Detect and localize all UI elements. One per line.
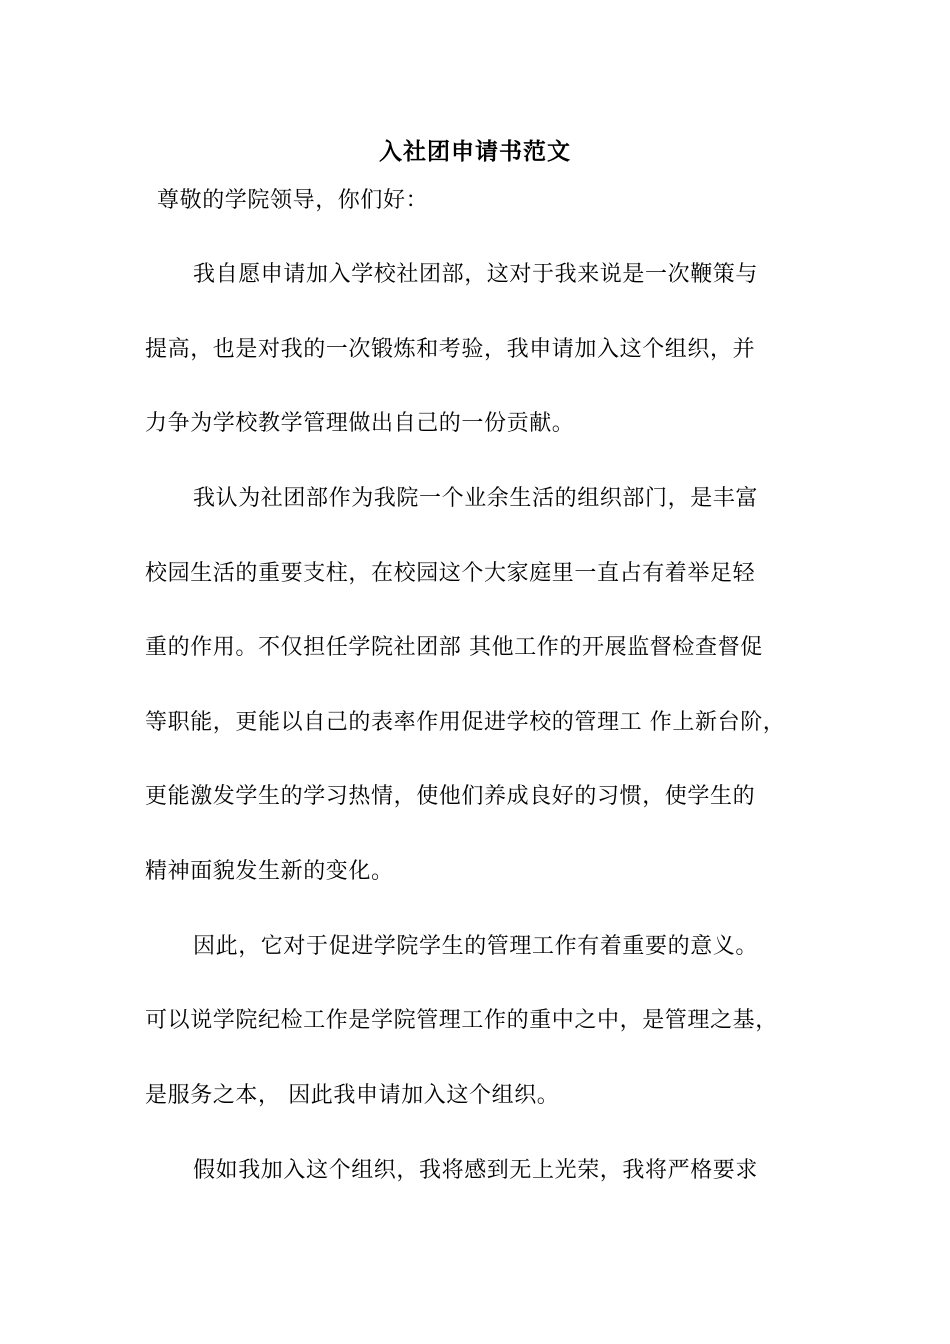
body-line: 精神面貌发生新的变化。 xyxy=(145,859,394,884)
body-line: 我自愿申请加入学校社团部，这对于我来说是一次鞭策与 xyxy=(193,262,759,287)
salutation: 尊敬的学院领导，你们好： xyxy=(157,188,429,213)
body-line: 提高，也是对我的一次锻炼和考验，我申请加入这个组织，并 xyxy=(145,337,756,362)
body-line: 校园生活的重要支柱，在校园这个大家庭里一直占有着举足轻 xyxy=(145,561,756,586)
body-line: 力争为学校教学管理做出自己的一份贡献。 xyxy=(145,411,575,436)
document-title: 入社团申请书范文 xyxy=(379,138,571,165)
body-line: 等职能，更能以自己的表率作用促进学校的管理工 作上新台阶， xyxy=(145,710,786,735)
body-line: 更能激发学生的学习热情，使他们养成良好的习惯，使学生的 xyxy=(145,784,756,809)
body-line: 重的作用。不仅担任学院社团部 其他工作的开展监督检查督促 xyxy=(145,635,763,660)
body-line: 可以说学院纪检工作是学院管理工作的重中之中，是管理之基， xyxy=(145,1008,778,1033)
body-line: 假如我加入这个组织，我将感到无上光荣，我将严格要求 xyxy=(193,1158,759,1183)
body-line: 因此，它对于促进学院学生的管理工作有着重要的意义。 xyxy=(193,934,759,959)
body-line: 是服务之本， 因此我申请加入这个组织。 xyxy=(145,1083,560,1108)
body-line: 我认为社团部作为我院一个业余生活的组织部门，是丰富 xyxy=(193,486,759,511)
